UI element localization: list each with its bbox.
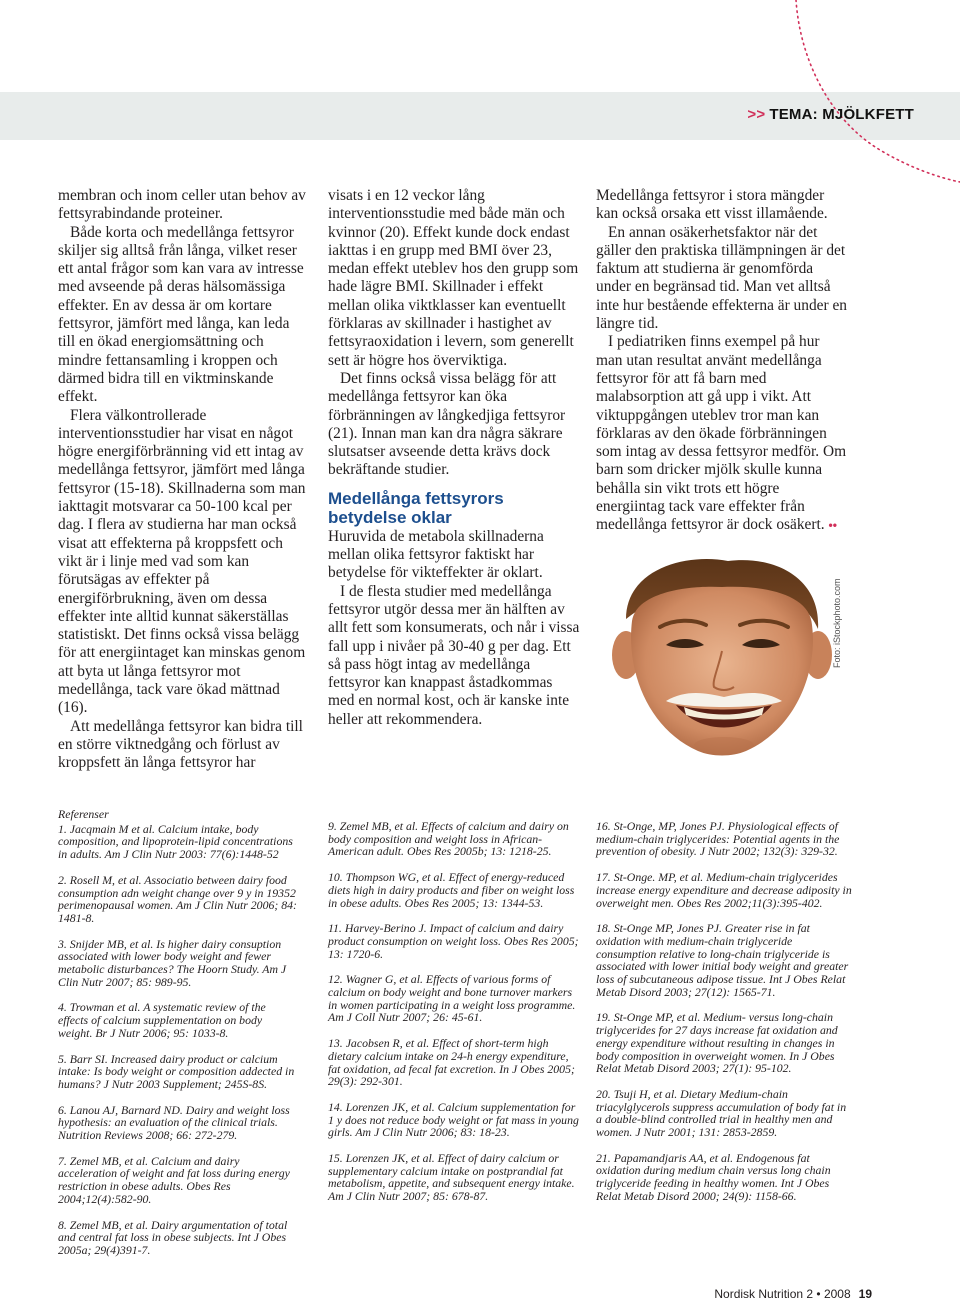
photo-credit: Foto: iStockphoto.com [832,578,842,668]
page-number: 19 [858,1287,872,1301]
body-paragraph: Både korta och medellånga fettsyror skiljer sig alltså från långa, vilket reser ett antal frågor som kan vara av intresse med avseende på deras hälsomässiga effekter. En av dessa är om kortare fettsyror, jämfört med långa, kan leda till en ökad energiomsättning och mindre fettansamling i kroppen och därmed bidra till en viktminskande effekt. [58,223,304,406]
photo-boy-milk-mustache [596,559,848,757]
body-paragraph [596,333,848,534]
references-column-2 [328,820,580,1216]
reference-item: 17. St-Onge. MP, et al. Medium-chain triglycerides increase energy expenditure and decrease adiposity in overweight men. Obes Res 2002;11(3):395-402. [596,870,852,910]
reference-item: 7. Zemel MB, et al. Calcium and dairy acceleration of weight and fat loss during energy restriction in obese adults. Obes Res 2004;12(4):582-90. [58,1153,290,1206]
body-paragraph: membran och inom celler utan behov av fettsyrabindande proteiner. [58,187,306,223]
reference-item: 19. St-Onge MP, et al. Medium- versus long-chain triglycerides for 27 days increase fat oxidation and energy expenditure without resulting in changes in body composition in overweight women. In J Obes Relat Metab Disord 2003; 27(1): 95-102. [596,1010,838,1076]
body-paragraph: I de flesta studier med medellånga fettsyror utgör dessa mer än hälften av allt fett som konsumerats, och når i vissa fall upp i nivåer på 30-40 g per dag. Ett så pass högt intag av medellånga fettsyror kan knappast åstadkommas med en normal kost, och är kanske inte heller att rekommendera. [328,582,580,728]
reference-item: 6. Lanou AJ, Barnard ND. Dairy and weight loss hypothesis: an evaluation of the clinical trials. Nutrition Reviews 2008; 66: 272-279. [58,1102,290,1143]
reference-item: 20. Tsuji H, et al. Dietary Medium-chain triacylglycerols suppress accumulation of body fat in a double-blind controlled trial in healthy men and women. J Nutr 2001; 131: 2853-2859. [596,1086,847,1140]
body-paragraph: Huruvida de metabola skillnaderna mellan olika fettsyror faktiskt har betydelse för vikteffekter är oklart. [328,527,544,582]
reference-item: 15. Lorenzen JK, et al. Effect of dairy calcium or supplementary calcium intake on postprandial fat metabolism, appetite, and subsequent energy intake. Am J Clin Nutr 2007; 85: 678-87. [328,1151,575,1204]
reference-item: 10. Thompson WG, et al. Effect of energy-reduced diets high in dairy products and fiber on weight loss in obese adults. Obes Res 2005; 13: 1344-53. [328,870,575,910]
reference-item: 8. Zemel MB, et al. Dairy argumentation of total and central fat loss in obese subjects. Int J Obes 2005a; 29(4)391-7. [58,1217,288,1257]
reference-item: 18. St-Onge MP, Jones PJ. Greater rise in fat oxidation with medium-chain triglyceride consumption relative to long-chain triglyceride is associated with lower initial body weight and greater loss of subcutaneous adipose tissue. Int J Obes Relat Metab Disord 2003; 27(12): 1565-71. [596,921,849,999]
reference-item: 2. Rosell M, et al. Associatio between dairy food consumption adn weight change over 9 y in 19352 perimenopausal women. Am J Clin Nutr 2006; 84: 1481-8. [58,872,297,925]
article-column-2 [328,187,580,729]
journal-name: Nordisk Nutrition 2 • 2008 [714,1287,851,1301]
reference-item: 1. Jacqmain M et al. Calcium intake, body composition, and lipoprotein-lipid concentrations in adults. Am J Clin Nutr 2003: 77(6):1448-52 [58,821,293,862]
body-paragraph: Flera välkontrollerade interventionsstudier har visat en något högre energiförbränning vid ett intag av medellånga fettsyror, jämfört med långa fettsyror (15-18). Skillnaderna som man iakttagit motsvarar ca 50-100 kcal per dag. I flera av studierna har man också visat att effekterna på kroppsfett och vikt är i linje med vad som kan förutsägas av effekter på energiförbrukning, även om dessa effekter inte alltid kunnat säkerställas statistiskt. Det finns också vissa belägg för att energiintaget kan minskas genom att byta ut långa fettsyror mot medellånga, tack vare ökad mättnad (16). [58,406,306,717]
reference-item: 12. Wagner G, et al. Effects of various forms of calcium on body weight and bone turnover markers in women participating in a weight loss programme. Am J Coll Nutr 2007; 26: 45-61. [328,972,576,1025]
end-mark: •• [828,518,837,533]
reference-item: 16. St-Onge, MP, Jones PJ. Physiological effects of medium-chain triglycerides: Potential agents in the prevention of obesity. J Nutr 2002; 132(3): 329-32. [596,819,840,859]
body-paragraph: Det finns också vissa belägg för att medellånga fettsyror kan öka förbränningen av långkedjiga fettsyror (21). Innan man kan dra några säkrare slutsatser avseende detta krävs dock bekräftande studier. [328,369,566,479]
reference-item: 3. Snijder MB, et al. Is higher dairy consuption associated with lower body weight and fewer metabolic disturbances? The Hoorn Study. Am J Clin Nutr 2007; 85: 989-95. [58,936,287,989]
reference-item: 5. Barr SI. Increased dairy product or calcium intake: Is body weight or composition addected in humans? J Nutr 2003 Supplement; 245S-8S. [58,1051,295,1091]
body-paragraph-text: I pediatriken finns exempel på hur man utan resultat använt medellånga fettsyror för att få barn med malabsorption att gå upp i vikt. Att viktuppgången uteblev tror man kan förklaras av den ökade förbränningen som intag av dessa fettsyror medför. Om barn som dricker mjölk skulle kunna behålla sin vikt trots ett högre energiintag tack vare effekter från medellånga fettsyror är dock osäkert. [596,333,847,534]
article-column-3 [596,187,848,535]
reference-item: 4. Trowman et al. A systematic review of the effects of calcium supplementation on body weight. Br J Nutr 2006; 95: 1033-8. [58,1000,266,1040]
reference-item: 9. Zemel MB, et al. Effects of calcium and dairy on body composition and weight loss in African-American adult. Obes Res 2005b; 13: 1218-25. [328,819,569,859]
section-arrows: >> [747,106,766,123]
body-paragraph: visats i en 12 veckor lång interventionsstudie med både män och kvinnor (20). Effekt kunde dock endast iakttas i en grupp med BMI över 23, medan effekt uteblev hos den grupp som hade lägre BMI. Skillnader i effekt mellan olika viktklasser kan eventuellt förklaras av skillnader i hastighet av fettsyraoxidation i levern, som generellt sett är högre hos överviktiga. [328,187,579,369]
references-column-1 [58,808,298,1270]
reference-item: 13. Jacobsen R, et al. Effect of short-term high dietary calcium intake on 24-h energy expenditure, fat oxidation, ad fecal fat excretion. In J Obes 2005; 29(3): 292-301. [328,1036,575,1089]
references-heading: Referenser [58,807,109,821]
reference-item: 11. Harvey-Berino J. Impact of calcium and dairy product consumption on weight loss. Obes Res 2005; 13: 1720-6. [328,921,579,961]
references-column-3 [596,820,852,1216]
boy-illustration [596,559,848,757]
reference-item: 14. Lorenzen JK, et al. Calcium supplementation for 1 y does not reduce body weight or fat mass in young girls. Am J Clin Nutr 2006; 83: 18-23. [328,1099,579,1140]
body-paragraph: En annan osäkerhetsfaktor när det gäller den praktiska tillämpningen är det faktum att studierna är genomförda under en begränsad tid. Man vet alltså inte hur bestående effekterna är under en längre tid. [596,223,847,333]
section-label: TEMA: MJÖLKFETT [769,106,914,123]
page-footer [714,1287,872,1301]
article-column-1 [58,187,310,773]
body-paragraph: Medellånga fettsyror i stora mängder kan också orsaka ett visst illamående. [596,187,828,223]
subheading: Medellånga fettsyrors betydelse oklar [328,488,504,527]
reference-item: 21. Papamandjaris AA, et al. Endogenous fat oxidation during medium chain versus long chain triglyceride feeding in healthy women. Int J Obes Relat Metab Disord 2000; 24(9): 1158-66. [596,1150,831,1203]
section-header [747,106,914,123]
decorative-dotted-arc [760,0,960,190]
body-paragraph: Att medellånga fettsyror kan bidra till en större viktnedgång och förlust av kroppsfett än långa fettsyror har [58,717,303,772]
